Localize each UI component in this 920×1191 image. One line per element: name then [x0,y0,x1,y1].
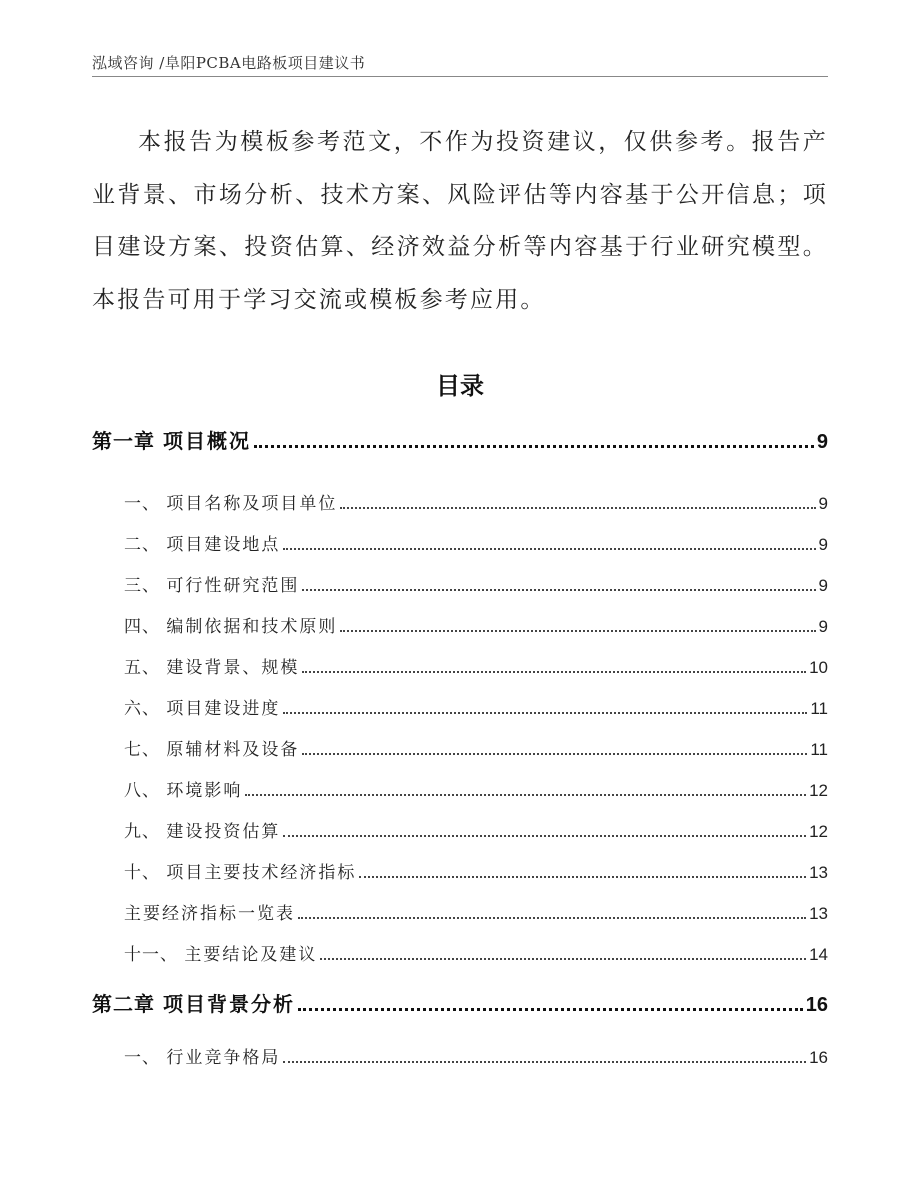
toc-entry[interactable] [92,776,828,801]
toc-number: 四、 [124,617,167,637]
toc-leader [298,1008,803,1011]
toc-page: 12 [809,822,828,841]
toc-number: 三、 [124,576,167,596]
toc-page: 13 [809,904,828,923]
toc-page: 11 [810,699,828,718]
toc-page: 11 [810,740,828,759]
toc-text: 项目概况 [162,429,251,453]
toc-page: 14 [809,945,828,964]
toc-number: 八、 [124,781,167,801]
toc-text: 项目名称及项目单位 [166,494,338,514]
toc-entry[interactable] [92,735,828,760]
toc-number: 五、 [124,658,167,678]
toc-number: 十一、 [124,945,185,965]
toc-entry[interactable] [92,694,828,719]
toc-text: 主要结论及建议 [184,945,318,965]
toc-leader [283,548,815,550]
toc-entry[interactable] [92,530,828,555]
toc-entry[interactable] [92,571,828,596]
toc-number: 九、 [124,822,167,842]
toc-chapter-1[interactable] [92,425,828,454]
toc-text: 项目背景分析 [162,992,295,1016]
toc-page: 9 [818,576,828,595]
toc-leader [245,794,806,796]
toc-leader [320,958,806,960]
toc-number: 一、 [124,494,167,514]
toc-text: 建设投资估算 [166,822,281,842]
toc-text: 可行性研究范围 [166,576,300,596]
toc-entry[interactable] [92,612,828,637]
toc-page: 13 [809,863,828,882]
toc-text: 建设背景、规模 [166,658,300,678]
toc-leader [302,753,807,755]
toc-page: 9 [818,535,828,554]
toc-text: 原辅材料及设备 [166,740,300,760]
toc-text: 主要经济指标一览表 [124,904,295,924]
toc-page: 9 [818,494,828,513]
toc-entry[interactable] [92,1043,828,1068]
toc-number: 十、 [124,863,167,883]
toc-page: 12 [809,781,828,800]
toc-text: 项目建设地点 [166,535,281,555]
toc-number: 第二章 [92,992,163,1016]
toc-leader [359,876,806,878]
toc-entry[interactable] [92,653,828,678]
toc-entry[interactable] [92,899,828,924]
toc-leader [302,589,815,591]
toc-leader [340,507,815,509]
toc-text: 行业竞争格局 [166,1048,281,1068]
toc-entry[interactable] [92,858,828,883]
header-rule [92,76,828,77]
toc-page: 9 [816,431,828,453]
toc-leader [283,1061,806,1063]
toc-page: 16 [805,994,828,1016]
toc-title: 目录 [436,372,484,400]
toc-chapter-2[interactable] [92,988,828,1017]
toc-number: 六、 [124,699,167,719]
toc-number: 第一章 [92,429,163,453]
page-header: 泓域咨询 /阜阳PCBA电路板项目建议书 [92,54,366,72]
intro-paragraph: 本报告为模板参考范文，不作为投资建议，仅供参考。报告产业背景、市场分析、技术方案、风险评估等内容基于公开信息；项目建设方案、投资估算、经济效益分析等内容基于行业研究模型。本报告可用于学习交流或模板参考应用。 [92,129,828,313]
toc-leader [302,671,806,673]
toc-leader [283,712,807,714]
toc-page: 10 [809,658,828,677]
toc-leader [340,630,815,632]
toc-entry[interactable] [92,489,828,514]
toc-text: 项目建设进度 [166,699,281,719]
toc-text: 编制依据和技术原则 [166,617,338,637]
toc-entry[interactable] [92,817,828,842]
toc-number: 七、 [124,740,167,760]
toc-page: 16 [809,1048,828,1067]
toc-entry[interactable] [92,940,828,965]
toc-text: 环境影响 [166,781,243,801]
toc-number: 二、 [124,535,167,555]
toc-leader [254,445,814,448]
toc-text: 项目主要技术经济指标 [166,863,357,883]
toc-page: 9 [818,617,828,636]
toc-leader [298,917,806,919]
toc-leader [283,835,806,837]
toc-number: 一、 [124,1048,167,1068]
